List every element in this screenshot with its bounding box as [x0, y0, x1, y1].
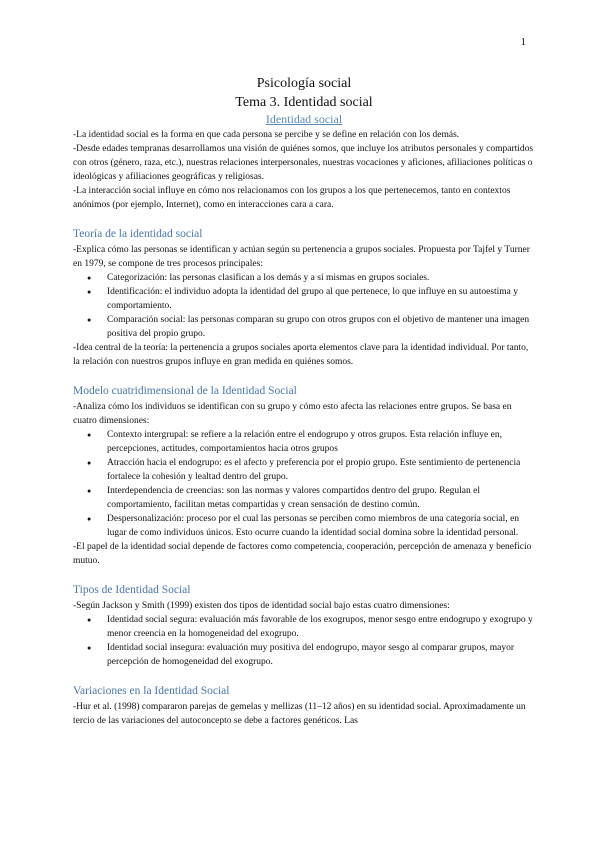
bullet-item: ● Categorización: las personas clasifican a los demás y a sí mismas en grupos sociales.	[83, 271, 535, 285]
bullet-item: ● Contexto intergrupal: se refiere a la relación entre el endogrupo y otros grupos. Esta relación influye en, percepciones, actitudes, comportamientos hacia otros grupos	[83, 428, 535, 456]
bullet-item: ● Comparación social: las personas comparan su grupo con otros grupos con el objetivo de mantener una imagen positiva del propio grupo.	[83, 313, 535, 341]
section-text: -Explica cómo las personas se identifican y actúan según su pertenencia a grupos sociales. Propuesta por Tajfel y Turner en 1979, se compone de tres procesos principales:	[73, 245, 530, 269]
document-subtitle: Identidad social	[265, 112, 343, 126]
bullet-item: ● Interdependencia de creencias: son las normas y valores compartidos dentro del grupo. Regulan el comportamiento, facilitan metas compartidas y crean sensación de destino común.	[83, 484, 535, 512]
section-heading: Tipos de Identidad Social	[73, 584, 191, 596]
section-text: -Analiza cómo los individuos se identifican con su grupo y cómo esto afecta las relaciones entre grupos. Se basa en cuatro dimensiones:	[73, 402, 512, 426]
intro-paragraph: -La identidad social es la forma en que cada persona se percibe y se define en relación con los demás.	[73, 130, 460, 140]
section-heading: Teoría de la identidad social	[73, 228, 203, 240]
document-topic: Tema 3. Identidad social	[235, 95, 373, 110]
bullet-item: ● Identificación: el individuo adopta la identidad del grupo al que pertenece, lo que influye en su autoestima y comportamiento.	[83, 285, 535, 313]
bullet-list	[73, 271, 535, 341]
section-text: -Hur et al. (1998) compararon parejas de gemelas y mellizas (11–12 años) en su identidad social. Aproximadamente un tercio de las variaciones del autoconcepto se debe a factores genéticos. Las	[73, 702, 526, 726]
section-text: -Según Jackson y Smith (1999) existen dos tipos de identidad social bajo estas cuatro dimensiones:	[73, 601, 450, 611]
document-body	[73, 74, 535, 728]
bullet-item: ● Identidad social segura: evaluación más favorable de los exogrupos, menor sesgo entre endogrupo y exogrupo y menor creencia en la homogeneidad del exogrupo.	[83, 613, 535, 641]
section-heading: Modelo cuatridimensional de la Identidad Social	[73, 385, 297, 397]
intro-paragraph: -Desde edades tempranas desarrollamos una visión de quiénes somos, que incluye los atributos personales y compartidos con otros (género, raza, etc.), nuestras relaciones interpersonales, nuestras vocaciones y aficiones, afiliaciones políticas o ideológicas y afiliaciones geográficas y religiosas.	[73, 144, 534, 182]
bullet-list	[73, 428, 535, 540]
section-text: -El papel de la identidad social depende de factores como competencia, cooperación, percepción de amenaza y beneficio mutuo.	[73, 542, 532, 566]
bullet-item: ● Atracción hacia el endogrupo: es el afecto y preferencia por el propio grupo. Este sentimiento de pertenencia fortalece la cohesión y lealtad dentro del grupo.	[83, 456, 535, 484]
section-text: -Idea central de la teoría: la pertenencia a grupos sociales aporta elementos clave para la identidad individual. Por tanto, la relación con nuestros grupos influye en gran medida en quiénes somos.	[73, 343, 529, 367]
page-number: 1	[520, 36, 526, 48]
bullet-item: ● Identidad social insegura: evaluación muy positiva del endogrupo, mayor sesgo al comparar grupos, mayor percepción de homogeneidad del exogrupo.	[83, 641, 535, 669]
bullet-list	[73, 613, 535, 669]
bullet-item: ● Despersonalización: proceso por el cual las personas se perciben como miembros de una categoría social, en lugar de como individuos únicos. Esto ocurre cuando la identidad social domina sobre la identidad personal.	[83, 512, 535, 540]
document-title: Psicología social	[256, 76, 352, 91]
section-heading: Variaciones en la Identidad Social	[73, 685, 230, 697]
intro-paragraph: -La interacción social influye en cómo nos relacionamos con los grupos a los que pertenecemos, tanto en contextos anónimos (por ejemplo, Internet), como en interacciones cara a cara.	[73, 186, 511, 210]
